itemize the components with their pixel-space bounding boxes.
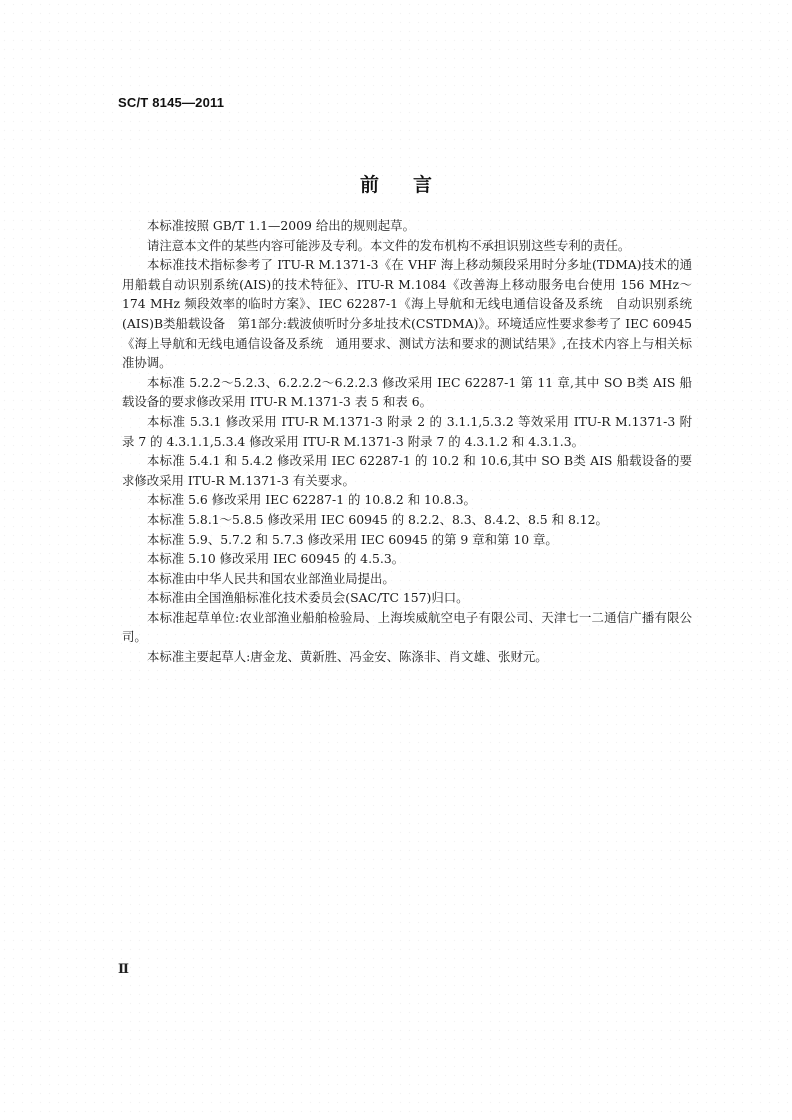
foreword-body [122, 216, 692, 667]
paragraph: 本标准由全国渔船标准化技术委员会(SAC/TC 157)归口。 [147, 590, 469, 606]
paragraph: 本标准 5.4.1 和 5.4.2 修改采用 IEC 62287-1 的 10.2 和 10.6,其中 SO B类 AIS 船载设备的要求修改采用 ITU-R M.1371-3 有关要求。 [122, 453, 692, 488]
paragraph: 本标准 5.6 修改采用 IEC 62287-1 的 10.8.2 和 10.8.3。 [147, 492, 476, 508]
paragraph: 本标准技术指标参考了 ITU-R M.1371-3《在 VHF 海上移动频段采用时分多址(TDMA)技术的通用船载自动识别系统(AIS)的技术特征》、ITU-R M.1084《改善海上移动服务电台使用 156 MHz～174 MHz 频段效率的临时方案》、IEC 62287-1《海上导航和无线电通信设备及系统 自动识别系统(AIS)B类船载设备 第1部分:载波侦听时分多址技术(CSTDMA)》。环境适应性要求参考了 IEC 60945《海上导航和无线电通信设备及系统 通用要求、测试方法和要求的测试结果》,在技术内容上与相关标准协调。 [122, 257, 692, 371]
paragraph: 本标准起草单位:农业部渔业船舶检验局、上海埃威航空电子有限公司、天津七一二通信广播有限公司。 [122, 609, 692, 645]
paragraph: 本标准由中华人民共和国农业部渔业局提出。 [147, 570, 395, 586]
paragraph: 本标准 5.2.2～5.2.3、6.2.2.2～6.2.2.3 修改采用 IEC 62287-1 第 11 章,其中 SO B类 AIS 船载设备的要求修改采用 ITU-R M.1371-3 表 5 和表 6。 [122, 374, 692, 410]
paragraph: 本标准 5.8.1～5.8.5 修改采用 IEC 60945 的 8.2.2、8.3、8.4.2、8.5 和 8.12。 [147, 511, 608, 527]
page-number: Ⅱ [118, 962, 129, 977]
paragraph: 本标准 5.10 修改采用 IEC 60945 的 4.5.3。 [147, 551, 405, 567]
paragraph: 本标准主要起草人:唐金龙、黄新胜、冯金安、陈涤非、肖文雄、张财元。 [147, 649, 548, 665]
paragraph: 本标准 5.9、5.7.2 和 5.7.3 修改采用 IEC 60945 的第 9 章和第 10 章。 [147, 531, 558, 547]
paragraph: 本标准 5.3.1 修改采用 ITU-R M.1371-3 附录 2 的 3.1.1,5.3.2 等效采用 ITU-R M.1371-3 附录 7 的 4.3.1.1,5.3.4 修改采用 ITU-R M.1371-3 附录 7 的 4.3.1.2 和 4.3.1.3。 [122, 413, 692, 449]
paragraph: 请注意本文件的某些内容可能涉及专利。本文件的发布机构不承担识别这些专利的责任。 [147, 237, 631, 253]
standard-code: SC/T 8145—2011 [118, 95, 225, 110]
page-title: 前言 [359, 174, 466, 196]
paragraph: 本标准按照 GB/T 1.1—2009 给出的规则起草。 [147, 218, 415, 233]
